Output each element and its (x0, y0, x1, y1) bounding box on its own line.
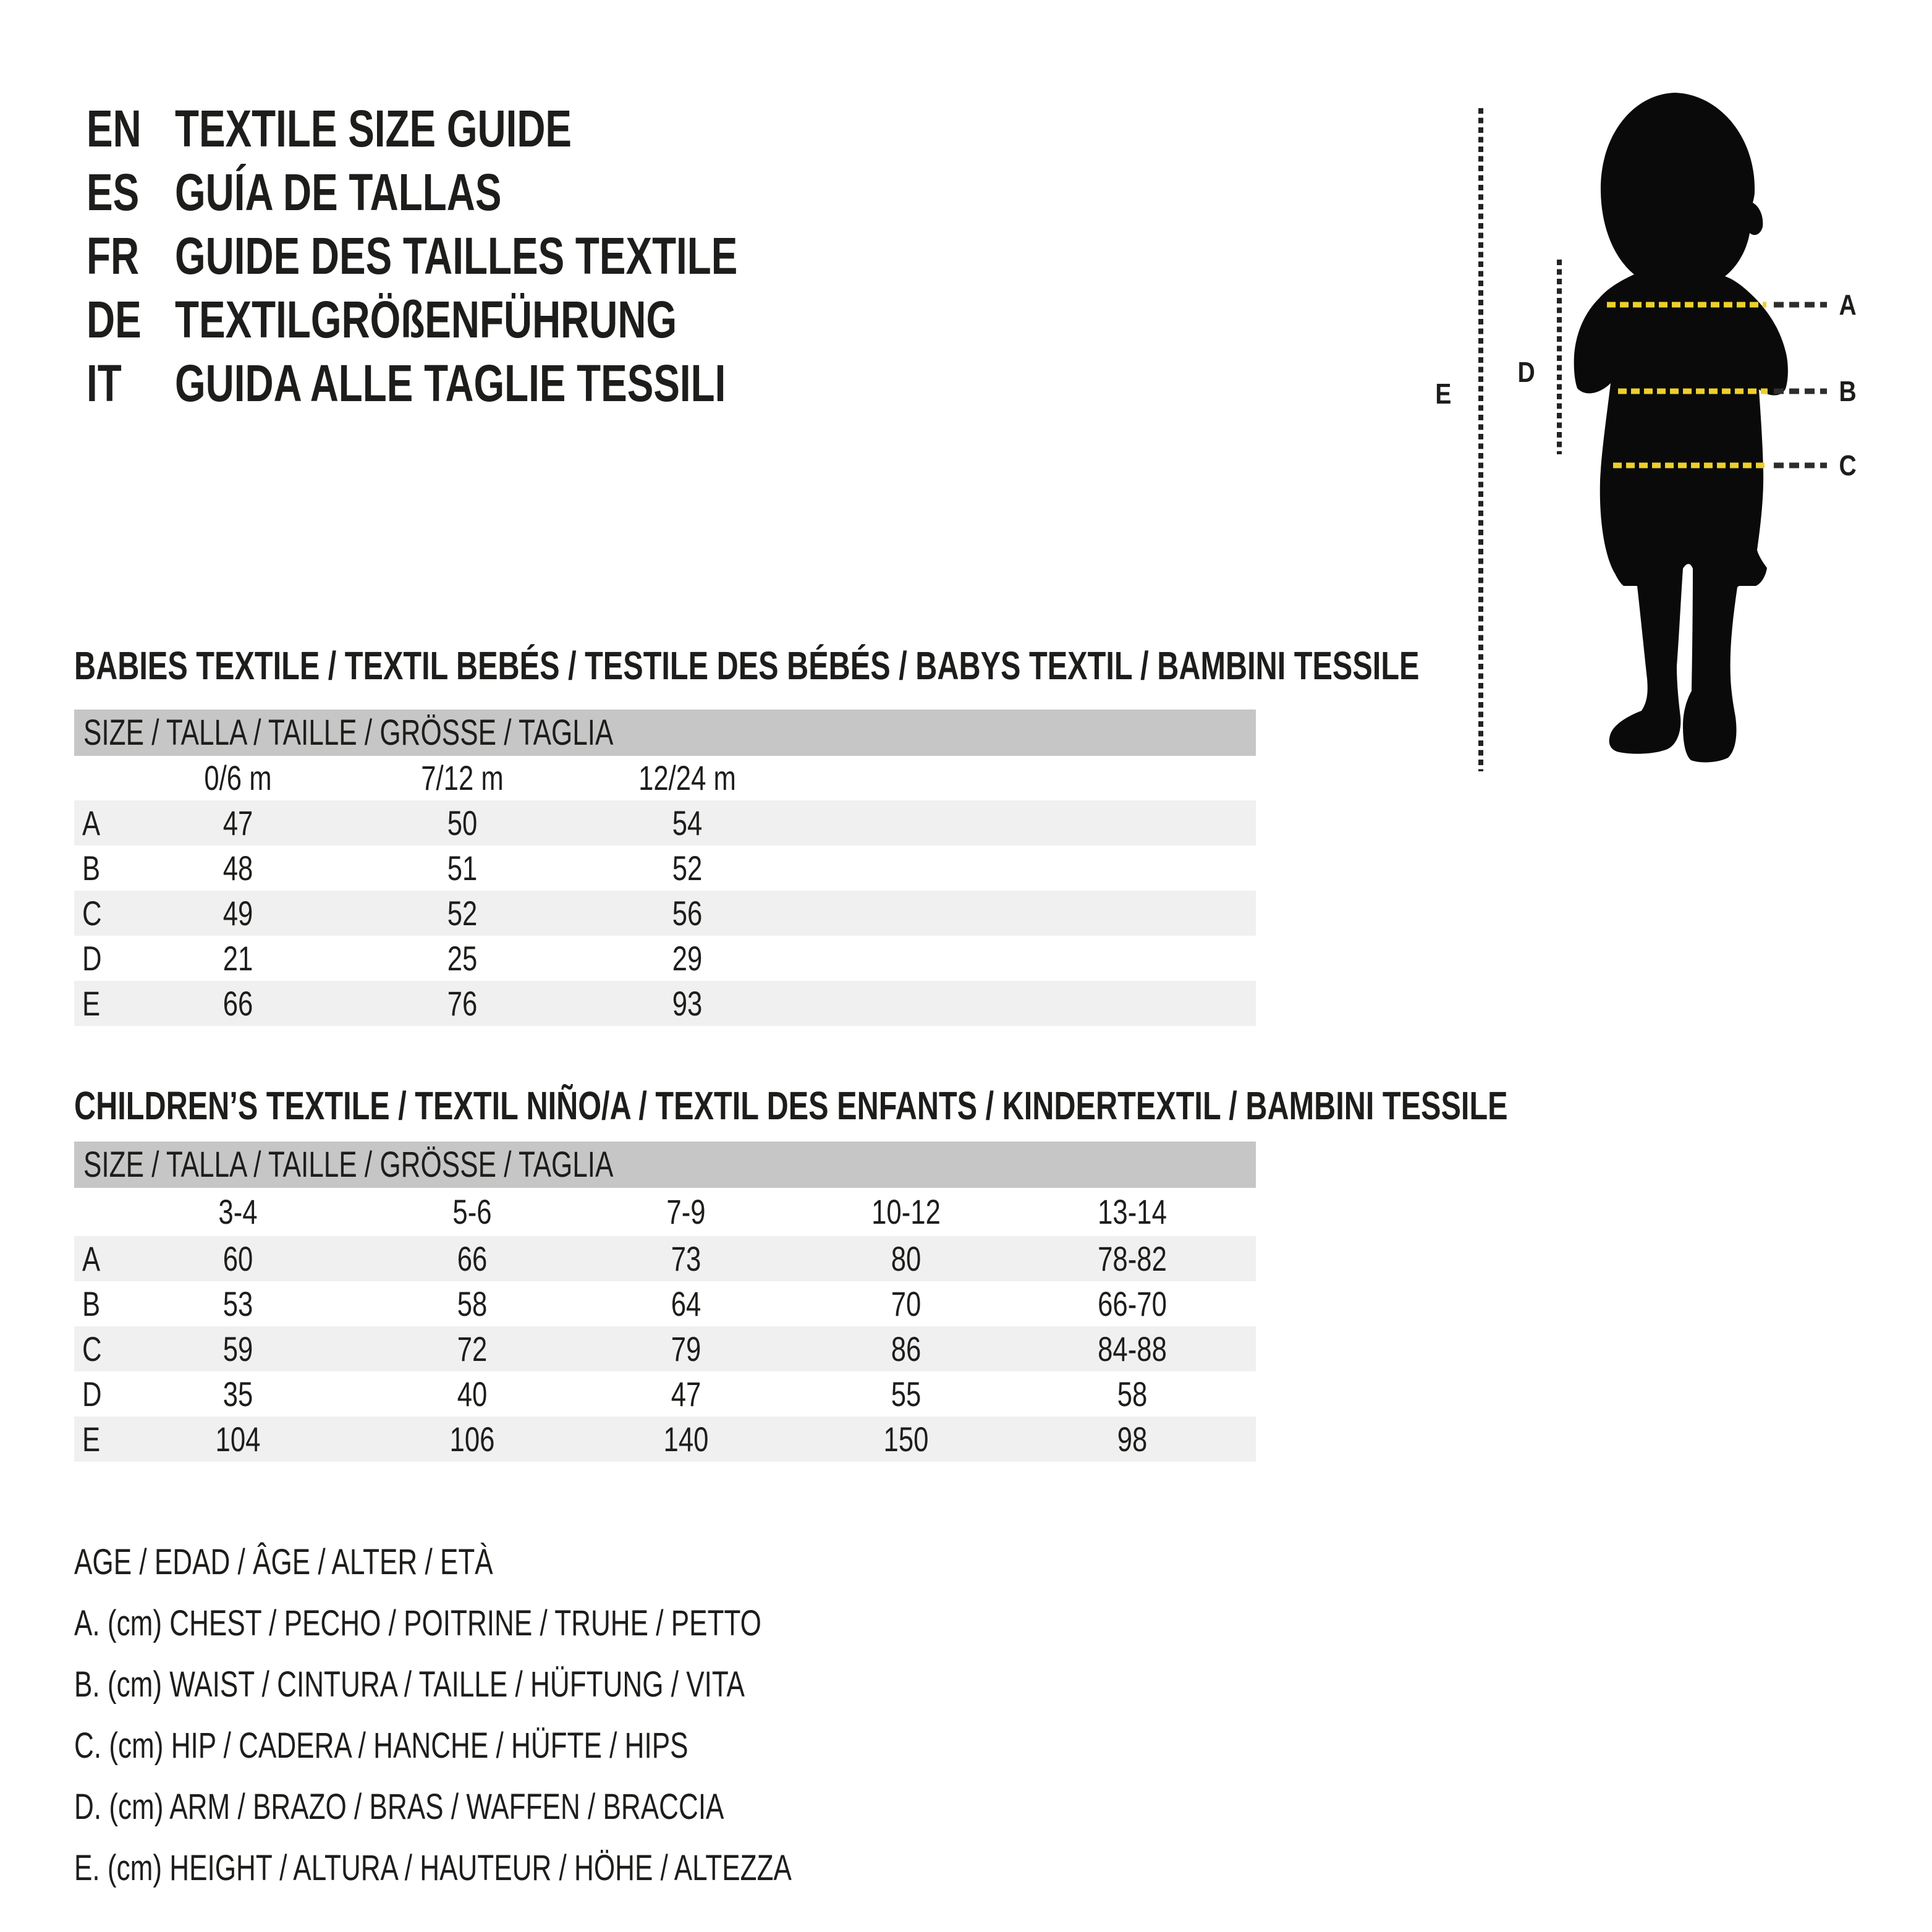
language-code: EN (87, 100, 142, 158)
table-row: C 49 52 56 (74, 891, 1256, 936)
babies-col-2: 12/24 m (638, 758, 736, 797)
language-title: TEXTILGRÖßENFÜHRUNG (175, 290, 677, 349)
legend-chest: A. (cm) CHEST / PECHO / POITRINE / TRUHE / PETTO (74, 1603, 761, 1643)
legend-age: AGE / EDAD / ÂGE / ALTER / ETÀ (74, 1542, 493, 1582)
arm-label: D (1517, 356, 1536, 388)
children-col-4: 13-14 (1098, 1192, 1167, 1231)
babies-col-1: 7/12 m (421, 758, 504, 797)
language-code: IT (87, 354, 122, 412)
waist-label: B (1839, 375, 1857, 407)
children-section-title: CHILDREN’S TEXTILE / TEXTIL NIÑO/A / TEXTIL DES ENFANTS / KINDERTEXTIL / BAMBINI TESSILE (74, 1083, 1508, 1128)
legend-hip: C. (cm) HIP / CADERA / HANCHE / HÜFTE / HIPS (74, 1726, 688, 1766)
table-row: C 59 72 79 86 84-88 (74, 1326, 1256, 1371)
children-col-1: 5-6 (452, 1192, 492, 1231)
language-title: GUÍA DE TALLAS (175, 163, 502, 221)
legend-height: E. (cm) HEIGHT / ALTURA / HAUTEUR / HÖHE / ALTEZZA (74, 1848, 792, 1888)
babies-col-0: 0/6 m (204, 758, 272, 797)
babies-section-title: BABIES TEXTILE / TEXTIL BEBÉS / TESTILE DES BÉBÉS / BABYS TEXTIL / BAMBINI TESSILE (74, 643, 1420, 688)
language-code: FR (87, 227, 140, 285)
table-row: D 35 40 47 55 58 (82, 1375, 1148, 1413)
children-col-0: 3-4 (218, 1192, 258, 1231)
chest-label: A (1839, 289, 1857, 321)
table-row: E 104 106 140 150 98 (74, 1417, 1256, 1462)
babies-column-header-row (74, 756, 1256, 800)
height-label: E (1434, 378, 1452, 410)
table-row: B 53 58 64 70 66-70 (82, 1284, 1167, 1323)
babies-size-header-bar: SIZE / TALLA / TAILLE / GRÖSSE / TAGLIA (74, 710, 1256, 756)
children-col-2: 7-9 (666, 1192, 706, 1231)
language-code: DE (87, 290, 142, 349)
language-title: GUIDA ALLE TAGLIE TESSILI (175, 354, 726, 412)
table-row: A 47 50 54 (74, 800, 1256, 845)
table-row: D 21 25 29 (82, 939, 703, 978)
language-title: TEXTILE SIZE GUIDE (175, 100, 572, 158)
language-code: ES (87, 163, 140, 221)
children-column-header-row (74, 1188, 1256, 1236)
hip-label: C (1839, 449, 1857, 481)
table-row: E 66 76 93 (74, 981, 1256, 1026)
table-row: A 60 66 73 80 78-82 (74, 1236, 1256, 1281)
language-title: GUIDE DES TAILLES TEXTILE (175, 227, 738, 285)
legend-arm: D. (cm) ARM / BRAZO / BRAS / WAFFEN / BRACCIA (74, 1787, 724, 1827)
children-col-3: 10-12 (871, 1192, 941, 1231)
legend-waist: B. (cm) WAIST / CINTURA / TAILLE / HÜFTUNG / VITA (74, 1664, 745, 1705)
table-row: B 48 51 52 (82, 849, 703, 888)
children-size-header-bar: SIZE / TALLA / TAILLE / GRÖSSE / TAGLIA (74, 1142, 1256, 1188)
